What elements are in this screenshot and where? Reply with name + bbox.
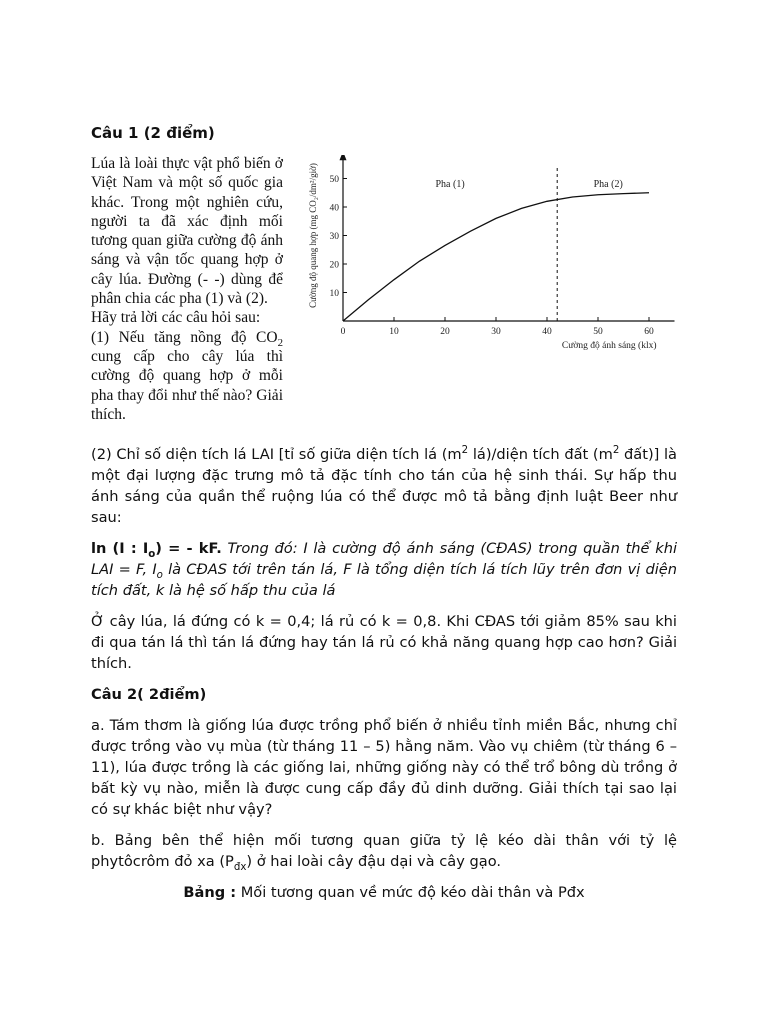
q1-prompt: Hãy trả lời các câu hỏi sau: (91, 309, 261, 327)
table-caption: Bảng : Mối tương quan về mức độ kéo dài thân và Pđx (183, 884, 585, 901)
phase-label: Pha (1) (435, 179, 465, 191)
photosynthesis-chart (290, 155, 680, 355)
x-tick-label: 40 (542, 327, 552, 337)
x-tick-label: 60 (644, 327, 654, 337)
q1-item2: (2) Chỉ số diện tích lá LAI [tỉ số giữa diện tích lá ($m^2$ lá)/diện tích đất ($m^2$ đất)] là một đại lượng đặc trưng mô tả đặc tính cho tán của hệ sinh thái. Sự hấp thu ánh sáng của quần thể ruộng lúa có thể được mô tả bằng định luật Beer như sau: (91, 445, 677, 526)
q2-part-b: b. Bảng bên thể hiện mối tương quan giữa tỷ lệ kéo dài thân với tỷ lệ phytôcrôm đỏ xa $(P_{đx})$ ở hai loài cây đậu dại và cây gạo. (91, 832, 677, 873)
q1-item2-block (91, 444, 677, 903)
phase-label: Pha (2) (593, 179, 623, 191)
x-tick-label: 20 (440, 327, 450, 337)
x-axis-label: Cường độ ánh sáng (klx) (561, 341, 657, 351)
photosynthesis-curve (343, 193, 649, 321)
chart-svg (290, 155, 680, 355)
beer-law-formula: ln (I : $I_o$) = - kF. Trong đó: I là cường độ ánh sáng (CĐAS) trong quần thể khi LAI = F, $I_o$ là CĐAS tới trên tán lá, F là tổng diện tích lá tích lũy trên đơn vị diện tích đất, k là hệ số hấp thu của lá (91, 540, 677, 599)
y-tick-label: 40 (329, 203, 339, 214)
q1-left-column (91, 154, 283, 424)
y-tick-label: 20 (329, 260, 339, 271)
q1-intro: Lúa là loài thực vật phổ biến ở Việt Nam và một số quốc gia khác. Trong một nghiên cứu, người ta đã xác định mối tương quan giữa cường độ ánh sáng và vận tốc quang hợp ở cây lúa. Đường (- -) dùng để phân chia các pha (1) và (2). (91, 155, 283, 308)
y-axis-arrow (340, 155, 347, 160)
x-tick-label: 0 (340, 327, 346, 337)
y-axis-label: Cường độ quang hợp (mg CO₂/dm²/giờ) (308, 163, 318, 308)
y-tick-label: 10 (329, 289, 339, 299)
x-tick-label: 50 (593, 327, 603, 337)
x-tick-label: 30 (491, 327, 501, 337)
q1-item1: (1) Nếu tăng nồng độ $CO_2$ cung cấp cho cây lúa thì cường độ quang hợp ở mỗi pha thay đổi như thế nào? Giải thích. (91, 328, 283, 423)
y-tick-label: 30 (329, 232, 339, 242)
q2-part-a: a. Tám thơm là giống lúa được trồng phổ biến ở nhiều tỉnh miền Bắc, nhưng chỉ được trồng vào vụ mùa (từ tháng 11 – 5) hằng năm. Vào vụ chiêm (từ tháng 6 – 11), lúa được trồng là các giống lai, những giống này có thể trổ bông dù trồng ở bất kỳ vụ nào, miễn là được cung cấp đầy đủ dinh dưỡng. Giải thích tại sao lại có sự khác biệt như vậy? (91, 717, 677, 818)
q2-title: Câu 2( 2điểm) (91, 686, 207, 703)
y-tick-label: 50 (329, 175, 339, 185)
q1-title: Câu 1 (2 điểm) (91, 124, 215, 142)
x-tick-label: 10 (389, 327, 399, 337)
q1-item2-question: Ở cây lúa, lá đứng có k = 0,4; lá rủ có k = 0,8. Khi CĐAS tới giảm 85% sau khi đi qua tán lá thì tán lá đứng hay tán lá rủ có khả năng quang hợp cao hơn? Giải thích. (91, 613, 677, 672)
